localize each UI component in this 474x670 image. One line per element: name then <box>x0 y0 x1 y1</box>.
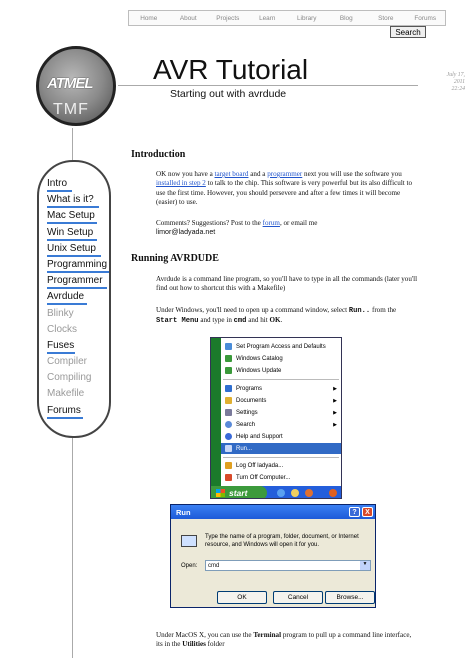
sidebar-item-label: Intro <box>47 178 68 189</box>
date-line: 2011 <box>453 79 465 85</box>
ok-text: OK <box>269 316 281 325</box>
sidebar-item-label: Fuses <box>47 339 75 351</box>
start-menu-item-label: Documents <box>236 397 267 404</box>
run-dialog <box>170 504 376 608</box>
start-menu-item-label: Windows Catalog <box>236 355 283 362</box>
power-icon <box>225 474 232 481</box>
chevron-down-icon[interactable]: ▼ <box>360 561 370 570</box>
sidebar-item-win-setup[interactable] <box>47 227 117 243</box>
text: and hit <box>246 316 270 325</box>
run-dialog-icon <box>181 535 197 547</box>
nav-projects[interactable]: Projects <box>216 14 240 22</box>
utilities-text: Utilities <box>182 640 206 649</box>
folder-icon[interactable] <box>291 489 299 497</box>
start-menu-item-label: Search <box>236 421 256 428</box>
sidebar-item-what-is-it[interactable] <box>47 194 117 210</box>
text: , or email me <box>279 219 318 227</box>
program-access-icon <box>225 343 232 350</box>
nav-library[interactable]: Library <box>296 14 317 22</box>
sidebar-item-label: Avrdude <box>47 291 85 303</box>
close-button[interactable]: X <box>362 507 373 517</box>
start-menu-item-label: Set Program Access and Defaults <box>236 343 326 350</box>
start-menu-item-run[interactable] <box>221 443 342 454</box>
start-button[interactable]: start <box>211 486 267 499</box>
sidebar-item-forums[interactable] <box>47 405 117 421</box>
search-button[interactable]: Search <box>390 26 426 38</box>
start-menu-item-settings[interactable] <box>225 407 341 418</box>
post-date <box>437 72 465 93</box>
start-menu-item-logoff[interactable] <box>225 460 341 471</box>
start-menu-screenshot <box>210 337 342 499</box>
ie-icon[interactable] <box>277 489 285 497</box>
text: Under Windows, you'll need to open up a command window, select <box>156 306 349 314</box>
nav-store[interactable]: Store <box>378 14 394 22</box>
text: next you will use the software you <box>302 170 402 178</box>
running-heading: Running AVRDUDE <box>131 253 219 264</box>
submenu-arrow-icon: ▶ <box>333 385 337 392</box>
key-icon <box>225 462 232 469</box>
programmer-link[interactable]: programmer <box>267 170 303 178</box>
start-menu-text: Start Menu <box>156 317 199 326</box>
windows-catalog-icon <box>225 355 232 362</box>
windows-update-icon <box>225 367 232 374</box>
sidebar-item-compiler[interactable] <box>47 356 117 372</box>
sidebar-item-label: Clocks <box>47 323 78 335</box>
sidebar-item-label: Programmer <box>47 275 103 287</box>
sidebar-item-label: Forums <box>47 404 81 416</box>
browse-button[interactable]: Browse... <box>325 591 375 604</box>
start-menu-item[interactable] <box>225 353 341 364</box>
text: Comments? Suggestions? Post to the <box>156 219 263 227</box>
run-description: Type the name of a program, folder, document, or Internet resource, and Windows will open it for you. <box>205 534 359 548</box>
email-address: limor@ladyada.net <box>156 228 216 237</box>
start-menu-item-documents[interactable] <box>225 395 341 406</box>
intro-paragraph <box>156 170 418 207</box>
page-subtitle: Starting out with avrdude <box>170 88 287 100</box>
atmel-logo <box>36 46 116 126</box>
sidebar-item-avrdude[interactable] <box>47 291 117 307</box>
start-menu-item[interactable] <box>225 365 341 376</box>
sidebar-item-intro[interactable] <box>47 178 117 194</box>
start-menu-item-label: Help and Support <box>236 433 283 440</box>
submenu-arrow-icon: ▶ <box>333 409 337 416</box>
run-icon <box>225 445 232 452</box>
text: program to pull up a command line interface, its in the <box>156 631 412 649</box>
start-menu-item-label: Run... <box>236 445 253 452</box>
logo-text-tmf: TMF <box>53 101 89 118</box>
open-input[interactable] <box>205 560 371 571</box>
documents-icon <box>225 397 232 404</box>
submenu-arrow-icon: ▶ <box>333 397 337 404</box>
sidebar-item-label: Unix Setup <box>47 242 96 254</box>
start-menu-item-label: Windows Update <box>236 367 282 374</box>
nav-blog[interactable]: Blog <box>339 14 353 22</box>
date-line: July 17, <box>446 72 465 78</box>
start-menu-item-turnoff[interactable] <box>225 472 341 483</box>
text: . <box>280 316 283 325</box>
sidebar-item-label: Makefile <box>47 388 85 400</box>
text: to talk to the chip. This software is very powerful but its also difficult to use the first time. However, you should persevere and after a few times it will become (easier) to use. <box>156 179 413 206</box>
top-navigation <box>128 10 446 26</box>
sidebar-item-label: Mac Setup <box>47 210 95 222</box>
nav-forums[interactable]: Forums <box>414 14 437 22</box>
sidebar-item-programmer[interactable] <box>47 275 117 291</box>
text: Under MacOS X, you can use the <box>156 631 254 639</box>
sidebar-item-mac-setup[interactable] <box>47 210 117 226</box>
start-menu-item[interactable] <box>225 341 341 352</box>
sidebar-item-programming[interactable] <box>47 259 117 275</box>
open-input-value: cmd <box>208 562 220 569</box>
start-menu-item-label: Log Off ladyada... <box>236 462 284 469</box>
open-label: Open: <box>181 563 198 569</box>
start-menu-item-search[interactable] <box>225 419 341 430</box>
search-icon <box>225 421 232 428</box>
text: and type in <box>198 316 234 325</box>
text: OK now you have a <box>156 170 215 178</box>
cmd-text: cmd <box>233 317 247 326</box>
running-paragraph-2 <box>156 306 418 327</box>
date-line: 22:24 <box>451 86 465 92</box>
sidebar-item-label: Blinky <box>47 307 74 319</box>
run-command-text: Run.. <box>348 307 371 315</box>
page-title: AVR Tutorial <box>153 54 309 85</box>
start-menu-strip <box>211 338 221 488</box>
text: from the <box>370 306 397 314</box>
text: and a <box>248 170 268 178</box>
help-button[interactable]: ? <box>349 507 360 517</box>
start-menu-item-label: Turn Off Computer... <box>236 474 291 481</box>
dialog-title: Run <box>176 507 191 517</box>
sidebar-menu <box>47 178 117 421</box>
cancel-button[interactable]: Cancel <box>273 591 323 604</box>
sidebar-item-blinky[interactable] <box>47 308 117 324</box>
sidebar-item-label: Compiler <box>47 356 88 368</box>
sidebar-item-label: Win Setup <box>47 226 94 238</box>
windows-flag-icon <box>216 489 225 497</box>
sidebar-item-makefile[interactable] <box>47 388 117 404</box>
logo-text-atmel: ATMEL <box>47 75 93 92</box>
menu-separator <box>223 379 339 380</box>
macos-paragraph <box>156 631 418 650</box>
target-board-link[interactable]: target board <box>214 170 249 178</box>
start-menu-item-help[interactable] <box>225 431 341 442</box>
nav-about[interactable]: About <box>179 14 197 22</box>
terminal-text: Terminal <box>253 631 282 639</box>
sidebar-item-compiling[interactable] <box>47 372 117 388</box>
sidebar-item-label: What is it? <box>47 194 94 206</box>
sidebar-item-label: Programming <box>47 258 108 270</box>
intro-heading: Introduction <box>131 149 186 160</box>
start-menu-item-label: Programs <box>236 385 263 392</box>
sidebar-item-fuses[interactable] <box>47 340 117 356</box>
submenu-arrow-icon: ▶ <box>333 421 337 428</box>
sidebar-item-clocks[interactable] <box>47 324 117 340</box>
sidebar-item-unix-setup[interactable] <box>47 243 117 259</box>
firefox-icon[interactable] <box>305 489 313 497</box>
menu-separator <box>223 457 339 458</box>
firefox-icon[interactable] <box>329 489 337 497</box>
sidebar-item-label: Compiling <box>47 372 92 384</box>
run-dialog-titlebar <box>171 505 375 519</box>
ok-button[interactable]: OK <box>217 591 267 604</box>
programs-icon <box>225 385 232 392</box>
nav-learn[interactable]: Learn <box>259 14 276 22</box>
start-menu-item-label: Settings <box>236 409 258 416</box>
text: folder <box>205 640 225 649</box>
settings-icon <box>225 409 232 416</box>
help-icon <box>225 433 232 440</box>
forum-link[interactable]: forum <box>262 219 280 227</box>
nav-home[interactable]: Home <box>140 14 158 22</box>
comments-paragraph <box>156 219 418 238</box>
start-menu-item-programs[interactable] <box>225 383 341 394</box>
running-paragraph-1: Avrdude is a command line program, so you'll have to type in all the commands (later you'll find out how to shortcut this with a Makefile) <box>156 275 418 293</box>
installed-step2-link[interactable]: installed in step 2 <box>156 179 206 188</box>
